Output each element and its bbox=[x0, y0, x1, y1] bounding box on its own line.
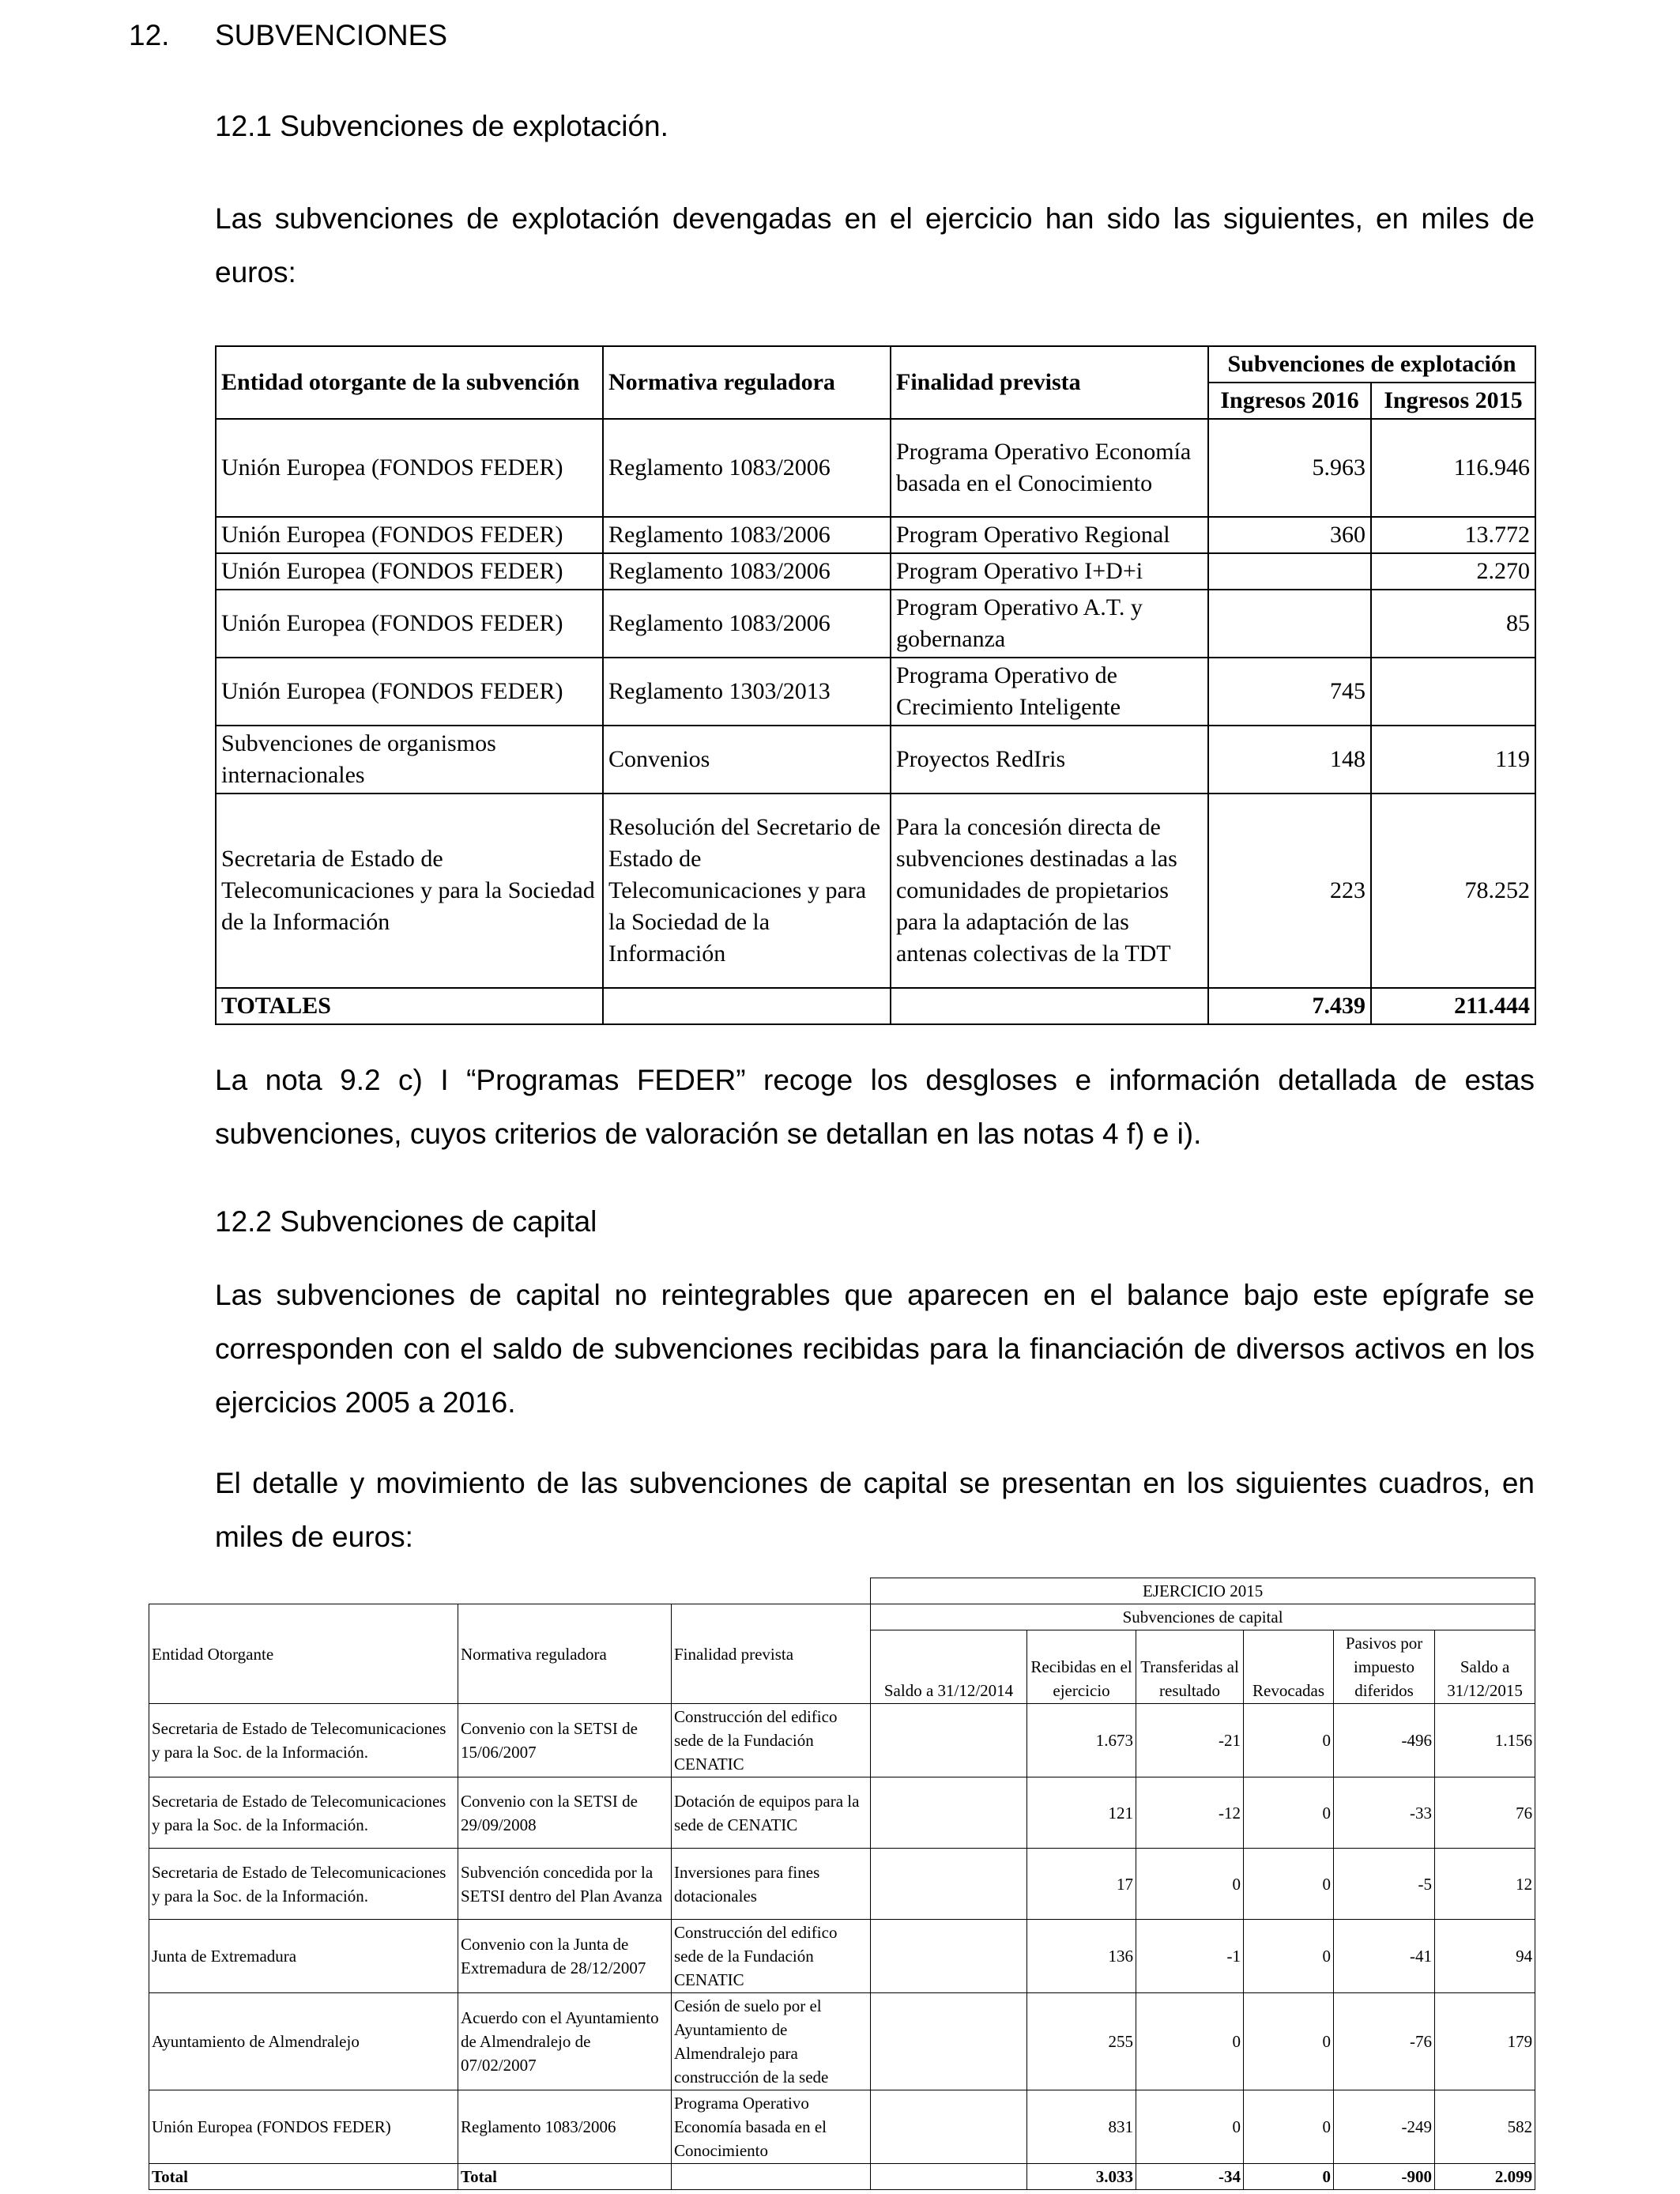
cell-finalidad: Programa Operativo de Crecimiento Inteligente bbox=[891, 658, 1208, 726]
cell-normativa: Reglamento 1083/2006 bbox=[603, 517, 891, 553]
header-entidad: Entidad Otorgante bbox=[149, 1604, 458, 1704]
cell-normativa: Reglamento 1303/2013 bbox=[603, 658, 891, 726]
cell-ingresos-2016: 5.963 bbox=[1208, 419, 1371, 517]
cell-transferidas: -12 bbox=[1136, 1777, 1244, 1849]
cell-recibidas: 17 bbox=[1027, 1849, 1136, 1920]
cell-transferidas: -21 bbox=[1136, 1704, 1244, 1777]
cell-normativa: Subvención concedida por la SETSI dentro del Plan Avanza bbox=[458, 1849, 672, 1920]
cell-pasivos: -249 bbox=[1334, 2090, 1435, 2164]
table-row bbox=[216, 590, 1535, 658]
cell-ingresos-2015 bbox=[1371, 658, 1535, 726]
subsection-title-capital: 12.2 Subvenciones de capital bbox=[215, 1205, 597, 1238]
cell-pasivos: -5 bbox=[1334, 1849, 1435, 1920]
cell-finalidad: Dotación de equipos para la sede de CENATIC bbox=[672, 1777, 871, 1849]
totals-empty bbox=[603, 988, 891, 1024]
cell-saldo-final: 76 bbox=[1435, 1777, 1535, 1849]
cell-finalidad: Programa Operativo Economía basada en el Conocimiento bbox=[672, 2090, 871, 2164]
cell-entidad: Secretaria de Estado de Telecomunicaciones y para la Soc. de la Información. bbox=[149, 1704, 458, 1777]
cell-entidad: Unión Europea (FONDOS FEDER) bbox=[216, 553, 603, 590]
cell-normativa: Reglamento 1083/2006 bbox=[458, 2090, 672, 2164]
header-ingresos-2016: Ingresos 2016 bbox=[1208, 383, 1371, 419]
subsection-title-explotacion: 12.1 Subvenciones de explotación. bbox=[215, 110, 669, 142]
cell-normativa: Reglamento 1083/2006 bbox=[603, 590, 891, 658]
header-normativa: Normativa reguladora bbox=[458, 1604, 672, 1704]
cell-entidad: Unión Europea (FONDOS FEDER) bbox=[216, 658, 603, 726]
cell-saldo-final: 94 bbox=[1435, 1920, 1535, 1993]
cell-normativa: Convenio con la SETSI de 15/06/2007 bbox=[458, 1704, 672, 1777]
cell-ingresos-2015: 78.252 bbox=[1371, 794, 1535, 988]
totals-saldo-final: 2.099 bbox=[1435, 2164, 1535, 2190]
capital-subsidies-table bbox=[149, 1578, 1535, 2190]
cell-finalidad: Program Operativo Regional bbox=[891, 517, 1208, 553]
header-ingresos-2015: Ingresos 2015 bbox=[1371, 383, 1535, 419]
table-row bbox=[216, 726, 1535, 794]
cell-finalidad: Construcción del edifico sede de la Fundación CENATIC bbox=[672, 1704, 871, 1777]
header-pasivos: Pasivos por impuesto diferidos bbox=[1334, 1630, 1435, 1704]
header-ejercicio: EJERCICIO 2015 bbox=[871, 1578, 1535, 1604]
cell-saldo-final: 582 bbox=[1435, 2090, 1535, 2164]
totals-finalidad bbox=[672, 2164, 871, 2190]
totals-empty bbox=[891, 988, 1208, 1024]
cell-entidad: Ayuntamiento de Almendralejo bbox=[149, 1993, 458, 2090]
cell-entidad: Secretaria de Estado de Telecomunicaciones y para la Soc. de la Información. bbox=[149, 1777, 458, 1849]
cell-finalidad: Inversiones para fines dotacionales bbox=[672, 1849, 871, 1920]
cell-normativa: Convenio con la SETSI de 29/09/2008 bbox=[458, 1777, 672, 1849]
totals-ingresos-2015: 211.444 bbox=[1371, 988, 1535, 1024]
cell-finalidad: Proyectos RedIris bbox=[891, 726, 1208, 794]
totals-row bbox=[149, 2164, 1535, 2190]
cell-transferidas: -1 bbox=[1136, 1920, 1244, 1993]
cell-transferidas: 0 bbox=[1136, 1849, 1244, 1920]
cell-recibidas: 255 bbox=[1027, 1993, 1136, 2090]
header-group-explotacion: Subvenciones de explotación bbox=[1208, 346, 1535, 383]
cell-recibidas: 121 bbox=[1027, 1777, 1136, 1849]
paragraph-intro-explotacion: Las subvenciones de explotación devengadas en el ejercicio han sido las siguientes, en miles de euros: bbox=[215, 202, 1535, 288]
cell-entidad: Unión Europea (FONDOS FEDER) bbox=[216, 419, 603, 517]
header-finalidad: Finalidad prevista bbox=[891, 346, 1208, 419]
cell-revocadas: 0 bbox=[1244, 2090, 1334, 2164]
cell-ingresos-2016: 360 bbox=[1208, 517, 1371, 553]
cell-ingresos-2015: 116.946 bbox=[1371, 419, 1535, 517]
totals-entidad: Total bbox=[149, 2164, 458, 2190]
cell-entidad: Junta de Extremadura bbox=[149, 1920, 458, 1993]
cell-normativa: Reglamento 1083/2006 bbox=[603, 553, 891, 590]
table-row bbox=[149, 1993, 1535, 2090]
header-revocadas: Revocadas bbox=[1244, 1630, 1334, 1704]
header-transferidas: Transferidas al resultado bbox=[1136, 1630, 1244, 1704]
cell-ingresos-2016: 148 bbox=[1208, 726, 1371, 794]
cell-recibidas: 136 bbox=[1027, 1920, 1136, 1993]
totals-saldo-inicial bbox=[871, 2164, 1027, 2190]
cell-saldo-inicial bbox=[871, 1704, 1027, 1777]
header-group-capital: Subvenciones de capital bbox=[871, 1604, 1535, 1630]
header-saldo-final: Saldo a 31/12/2015 bbox=[1435, 1630, 1535, 1704]
cell-ingresos-2016 bbox=[1208, 590, 1371, 658]
cell-finalidad: Programa Operativo Economía basada en el Conocimiento bbox=[891, 419, 1208, 517]
cell-ingresos-2016 bbox=[1208, 553, 1371, 590]
cell-saldo-inicial bbox=[871, 2090, 1027, 2164]
table-row bbox=[149, 1704, 1535, 1777]
cell-entidad: Secretaria de Estado de Telecomunicaciones y para la Soc. de la Información. bbox=[149, 1849, 458, 1920]
paragraph-capital-intro: El detalle y movimiento de las subvenciones de capital se presentan en los siguientes cuadros, en miles de euros: bbox=[215, 1467, 1535, 1553]
cell-ingresos-2015: 119 bbox=[1371, 726, 1535, 794]
cell-saldo-final: 12 bbox=[1435, 1849, 1535, 1920]
cell-finalidad: Construcción del edifico sede de la Fundación CENATIC bbox=[672, 1920, 871, 1993]
cell-pasivos: -76 bbox=[1334, 1993, 1435, 2090]
section-title: SUBVENCIONES bbox=[215, 19, 448, 51]
cell-finalidad: Program Operativo I+D+i bbox=[891, 553, 1208, 590]
cell-recibidas: 1.673 bbox=[1027, 1704, 1136, 1777]
table-row bbox=[149, 1849, 1535, 1920]
totals-pasivos: -900 bbox=[1334, 2164, 1435, 2190]
cell-finalidad: Cesión de suelo por el Ayuntamiento de Almendralejo para construcción de la sede bbox=[672, 1993, 871, 2090]
cell-ingresos-2015: 85 bbox=[1371, 590, 1535, 658]
cell-revocadas: 0 bbox=[1244, 1777, 1334, 1849]
header-normativa: Normativa reguladora bbox=[603, 346, 891, 419]
totals-normativa: Total bbox=[458, 2164, 672, 2190]
header-finalidad: Finalidad prevista bbox=[672, 1604, 871, 1704]
cell-finalidad: Para la concesión directa de subvenciones destinadas a las comunidades de propietarios para la adaptación de las antenas colectivas de la TDT bbox=[891, 794, 1208, 988]
cell-ingresos-2016: 745 bbox=[1208, 658, 1371, 726]
cell-entidad: Unión Europea (FONDOS FEDER) bbox=[216, 590, 603, 658]
cell-revocadas: 0 bbox=[1244, 1993, 1334, 2090]
cell-saldo-inicial bbox=[871, 1920, 1027, 1993]
cell-normativa: Convenios bbox=[603, 726, 891, 794]
cell-transferidas: 0 bbox=[1136, 2090, 1244, 2164]
cell-entidad: Secretaria de Estado de Telecomunicaciones y para la Sociedad de la Información bbox=[216, 794, 603, 988]
cell-saldo-final: 179 bbox=[1435, 1993, 1535, 2090]
section-number: 12. bbox=[129, 19, 170, 51]
cell-normativa: Reglamento 1083/2006 bbox=[603, 419, 891, 517]
cell-normativa: Convenio con la Junta de Extremadura de 28/12/2007 bbox=[458, 1920, 672, 1993]
table-row bbox=[149, 2090, 1535, 2164]
table-row bbox=[149, 1920, 1535, 1993]
header-recibidas: Recibidas en el ejercicio bbox=[1027, 1630, 1136, 1704]
cell-ingresos-2015: 13.772 bbox=[1371, 517, 1535, 553]
table-row bbox=[216, 517, 1535, 553]
totals-revocadas: 0 bbox=[1244, 2164, 1334, 2190]
cell-revocadas: 0 bbox=[1244, 1920, 1334, 1993]
cell-normativa: Acuerdo con el Ayuntamiento de Almendralejo de 07/02/2007 bbox=[458, 1993, 672, 2090]
cell-entidad: Unión Europea (FONDOS FEDER) bbox=[149, 2090, 458, 2164]
table-row bbox=[216, 553, 1535, 590]
cell-saldo-final: 1.156 bbox=[1435, 1704, 1535, 1777]
cell-pasivos: -41 bbox=[1334, 1920, 1435, 1993]
operating-subsidies-table bbox=[215, 345, 1536, 1025]
cell-entidad: Subvenciones de organismos internacionales bbox=[216, 726, 603, 794]
totals-row bbox=[216, 988, 1535, 1024]
cell-saldo-inicial bbox=[871, 1849, 1027, 1920]
cell-finalidad: Program Operativo A.T. y gobernanza bbox=[891, 590, 1208, 658]
paragraph-feder-note: La nota 9.2 c) I “Programas FEDER” recoge los desgloses e información detallada de estas subvenciones, cuyos criterios de valoración se detallan en las notas 4 f) e i). bbox=[215, 1064, 1535, 1150]
cell-entidad: Unión Europea (FONDOS FEDER) bbox=[216, 517, 603, 553]
totals-ingresos-2016: 7.439 bbox=[1208, 988, 1371, 1024]
table-row bbox=[216, 658, 1535, 726]
totals-label: TOTALES bbox=[216, 988, 603, 1024]
header-entidad: Entidad otorgante de la subvención bbox=[216, 346, 603, 419]
cell-saldo-inicial bbox=[871, 1777, 1027, 1849]
header-saldo-inicial: Saldo a 31/12/2014 bbox=[871, 1630, 1027, 1704]
cell-ingresos-2015: 2.270 bbox=[1371, 553, 1535, 590]
totals-transferidas: -34 bbox=[1136, 2164, 1244, 2190]
table-row bbox=[149, 1777, 1535, 1849]
cell-normativa: Resolución del Secretario de Estado de Telecomunicaciones y para la Sociedad de la Información bbox=[603, 794, 891, 988]
cell-recibidas: 831 bbox=[1027, 2090, 1136, 2164]
cell-revocadas: 0 bbox=[1244, 1849, 1334, 1920]
totals-recibidas: 3.033 bbox=[1027, 2164, 1136, 2190]
cell-saldo-inicial bbox=[871, 1993, 1027, 2090]
cell-revocadas: 0 bbox=[1244, 1704, 1334, 1777]
cell-pasivos: -33 bbox=[1334, 1777, 1435, 1849]
cell-transferidas: 0 bbox=[1136, 1993, 1244, 2090]
table-row bbox=[216, 419, 1535, 517]
table-row bbox=[216, 794, 1535, 988]
cell-pasivos: -496 bbox=[1334, 1704, 1435, 1777]
paragraph-capital-description: Las subvenciones de capital no reintegrables que aparecen en el balance bajo este epígrafe se corresponden con el saldo de subvenciones recibidas para la financiación de diversos activos en los ejercicios 2005 a 2016. bbox=[215, 1279, 1535, 1419]
cell-ingresos-2016: 223 bbox=[1208, 794, 1371, 988]
